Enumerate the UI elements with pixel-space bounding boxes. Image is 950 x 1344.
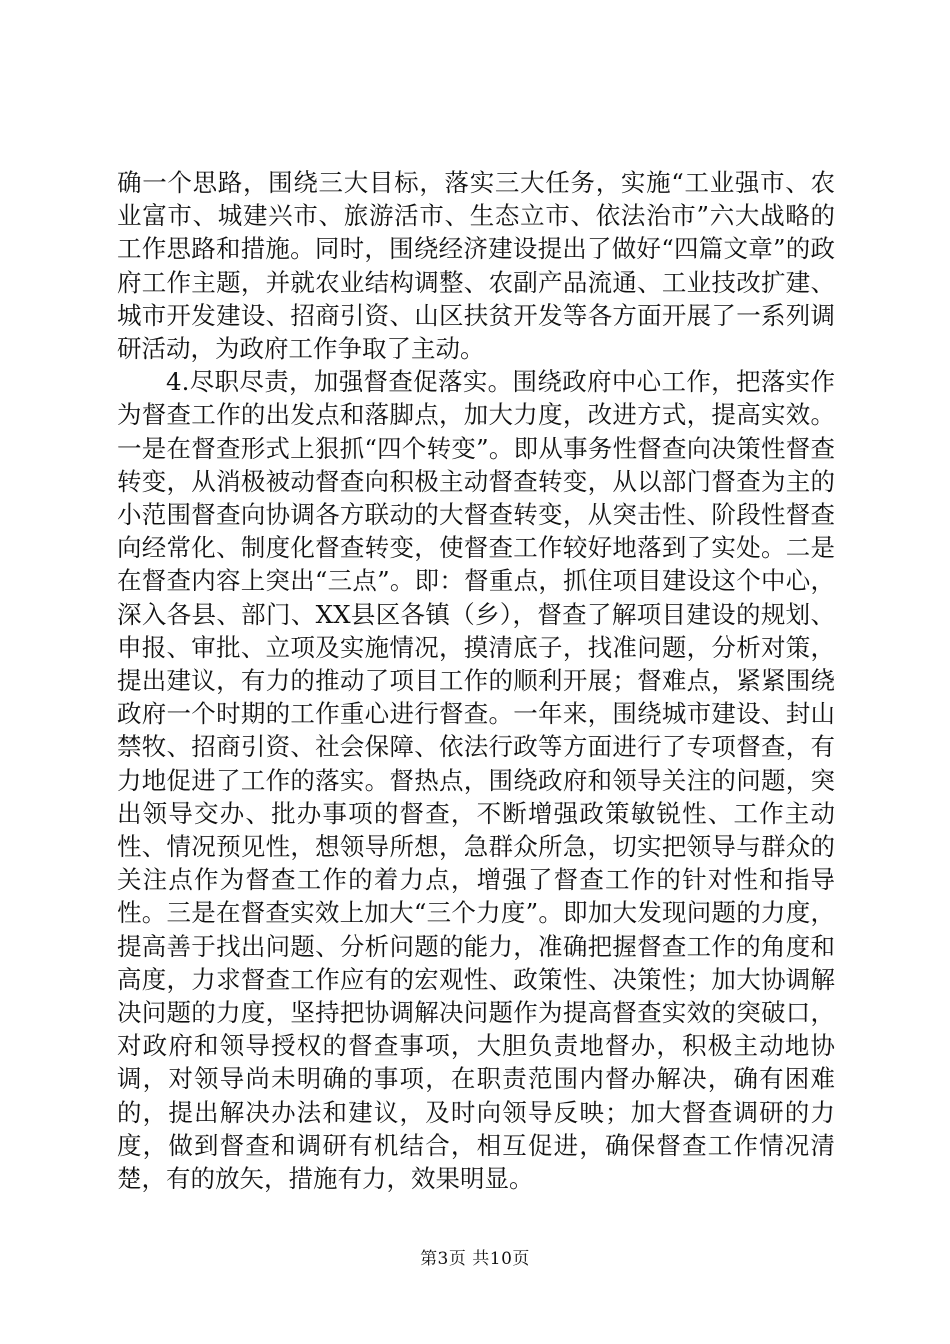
document-body bbox=[117, 166, 835, 1195]
paragraph-continuation: 确一个思路，围绕三大目标，落实三大任务，实施“工业强市、农业富市、城建兴市、旅游活市、生态立市、依法治市”六大战略的工作思路和措施。同时，围绕经济建设提出了做好“四篇文章”的政府工作主题，并就农业结构调整、农副产品流通、工业技改扩建、城市开发建设、招商引资、山区扶贫开发等各方面开展了一系列调研活动，为政府工作争取了主动。 bbox=[117, 168, 835, 364]
paragraph-section-4: 4.尽职尽责，加强督查促落实。围绕政府中心工作，把落实作为督查工作的出发点和落脚点，加大力度，改进方式，提高实效。一是在督查形式上狠抓“四个转变”。即从事务性督查向决策性督查转变，从消极被动督查向积极主动督查转变，从以部门督查为主的小范围督查向协调各方联动的大督查转变，从突击性、阶段性督查向经常化、制度化督查转变，使督查工作较好地落到了实处。二是在督查内容上突出“三点”。即：督重点，抓住项目建设这个中心，深入各县、部门、XX县区各镇（乡），督查了解项目建设的规划、申报、审批、立项及实施情况，摸清底子，找准问题，分析对策，提出建议，有力的推动了项目工作的顺利开展；督难点，紧紧围绕政府一个时期的工作重心进行督查。一年来，围绕城市建设、封山禁牧、招商引资、社会保障、依法行政等方面进行了专项督查，有力地促进了工作的落实。督热点，围绕政府和领导关注的问题，突出领导交办、批办事项的督查，不断增强政策敏锐性、工作主动性、情况预见性，想领导所想，急群众所急，切实把领导与群众的关注点作为督查工作的着力点，增强了督查工作的针对性和指导性。三是在督查实效上加大“三个力度”。即加大发现问题的力度，提高善于找出问题、分析问题的能力，准确把握督查工作的角度和高度，力求督查工作应有的宏观性、政策性、决策性；加大协调解决问题的力度，坚持把协调解决问题作为提高督查实效的突破口，对政府和领导授权的督查事项，大胆负责地督办，积极主动地协调，对领导尚未明确的事项，在职责范围内督办解决，确有困难的，提出解决办法和建议，及时向领导反映；加大督查调研的力度，做到督查和调研有机结合，相互促进，确保督查工作情况清楚，有的放矢，措施有力，效果明显。 bbox=[117, 367, 835, 1194]
page-footer bbox=[0, 1244, 950, 1269]
page-number: 第3页 共10页 bbox=[420, 1249, 530, 1269]
